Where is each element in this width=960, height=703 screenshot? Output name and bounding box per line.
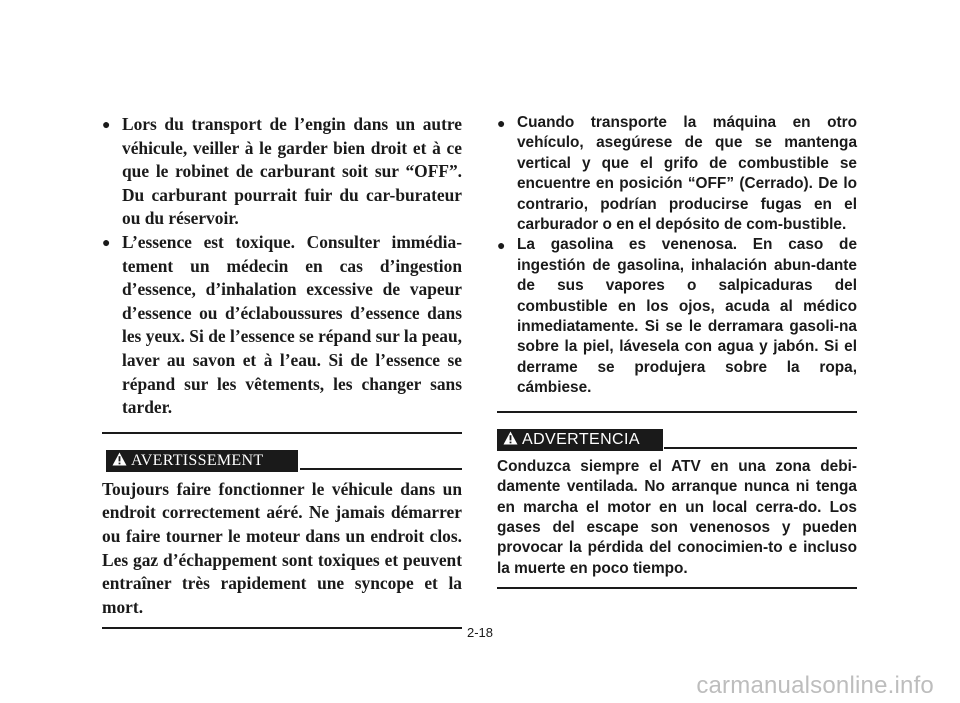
french-bullet-text: Lors du transport de l’engin dans un autre véhicule, veiller à le garder bien droit et à ce que le robinet de carburant soit sur “OFF”. Du carburant pourrait fuir du car-burateur ou du réservoir. — [122, 114, 462, 229]
list-item — [497, 235, 857, 398]
section-divider — [497, 411, 857, 413]
bullet-dot-icon: ● — [102, 118, 111, 133]
warning-triangle-icon — [503, 431, 518, 445]
spanish-bullet-list — [497, 113, 857, 399]
section-divider — [497, 587, 857, 589]
spanish-bullet-text: Cuando transporte la máquina en otro vehículo, asegúrese de que se mantenga vertical y que el grifo de combustible se encuentre en posición “OFF” (Cerrado). De lo contrario, podrían producirse fugas en el carburador o en el depósito de com-bustible. — [517, 114, 857, 234]
list-item — [102, 113, 462, 231]
page-number: 2-18 — [466, 625, 494, 640]
warning-label: ADVERTENCIA — [522, 430, 640, 448]
bullet-dot-icon: ● — [102, 235, 111, 251]
warning-badge — [497, 429, 663, 451]
warning-label: AVERTISSEMENT — [131, 451, 264, 469]
warning-header — [497, 429, 857, 451]
warning-header — [102, 450, 462, 472]
french-bullet-list — [102, 113, 462, 420]
header-rule — [664, 447, 857, 449]
warning-badge — [106, 450, 298, 472]
spanish-column — [497, 113, 857, 589]
bullet-dot-icon: ● — [497, 237, 506, 254]
bullet-dot-icon: ● — [497, 115, 506, 131]
header-rule — [300, 468, 462, 470]
watermark: carmanualsonline.info — [696, 672, 934, 699]
spanish-bullet-text: La gasolina es venenosa. En caso de ingestión de gasolina, inhalación abun-dante de sus vapores o salpicaduras del combustible en los ojos, acuda al médico inmediatamente. Si se le derramara gasoli-na sobre la piel, lávesela con agua y jabón. Si el derrame se produjera sobre la ropa, cámbiese. — [517, 236, 857, 397]
french-column — [102, 113, 462, 629]
warning-text: Toujours faire fonctionner le véhicule dans un endroit correctement aéré. Ne jamais démarrer ou faire tourner le moteur dans un endroit clos. Les gaz d’échappement sont toxiques et peuvent entraîner très rapidement une syncope et la mort. — [102, 478, 462, 617]
list-item — [497, 113, 857, 235]
section-divider — [102, 432, 462, 434]
list-item — [102, 231, 462, 420]
french-bullet-text: L’essence est toxique. Consulter immédia-tement un médecin en cas d’ingestion d’essence, d’inhalation excessive de vapeur d’essence ou d’éclaboussures d’essence dans les yeux. Si de l’essence se répand sur la peau, laver au savon et à l’eau. Si de l’essence se répand sur les vêtements, les changer sans tarder. — [122, 231, 462, 418]
warning-triangle-icon — [112, 452, 127, 466]
warning-text: Conduzca siempre el ATV en una zona debi-damente ventilada. No arranque nunca ni tenga en marcha el motor en un local cerra-do. Los gases del escape son venenosos y pueden provocar la pérdida del conocimien-to e incluso la muerte en poco tiempo. — [497, 457, 857, 577]
